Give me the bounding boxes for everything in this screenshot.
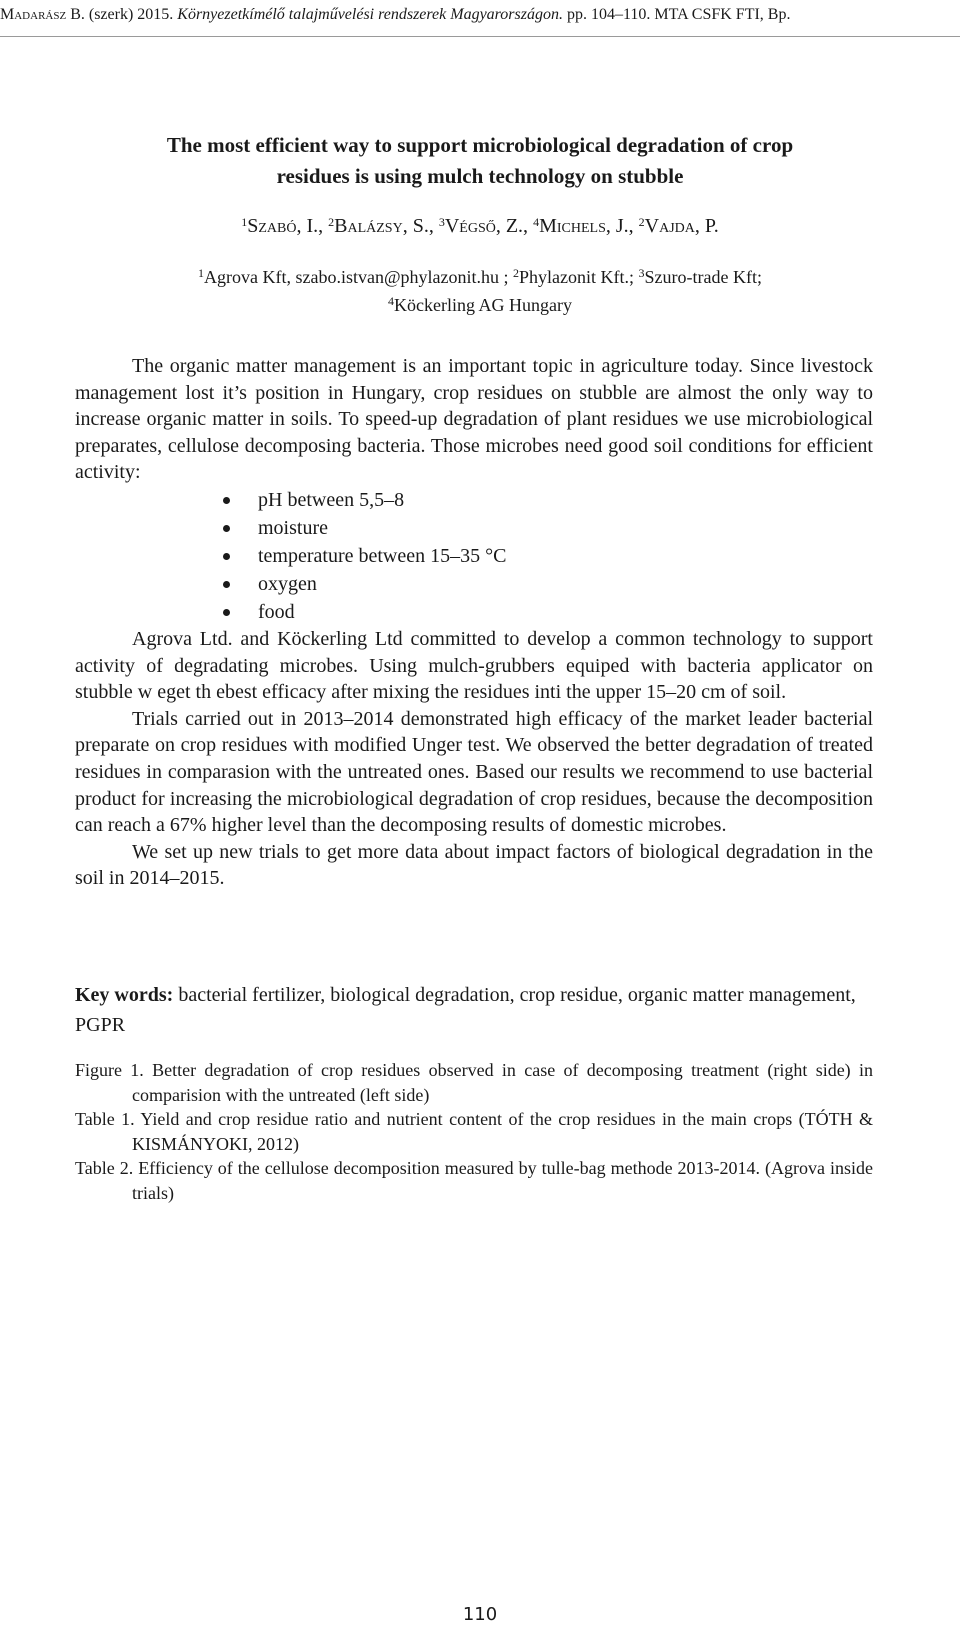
caption-list xyxy=(75,1058,873,1205)
abstract-body xyxy=(75,353,873,892)
header-book-title: Környezetkímélő talajművelési rendszerek Magyarországon. xyxy=(177,6,563,23)
list-item: oxygen xyxy=(223,570,873,598)
title-line-1: The most efficient way to support microbiological degradation of crop xyxy=(166,133,794,157)
author-1: $^1$Szabó, I., xyxy=(241,215,329,237)
title-line-2: residues is using mulch technology on stubble xyxy=(276,164,684,188)
affiliation-line-2: $^4$Köckerling AG Hungary xyxy=(388,294,572,315)
keywords-text: bacterial fertilizer, biological degradation, crop residue, organic matter management, PGPR xyxy=(75,984,856,1036)
author-4: $^4$Michels, J., xyxy=(533,215,639,237)
affiliation-line-1: $^1$Agrova Kft, szabo.istvan@phylazonit.hu ; $^2$Phylazonit Kft.; $^3$Szuro-trade Kft; xyxy=(198,266,762,287)
running-header xyxy=(0,0,960,37)
bullet-icon xyxy=(223,609,230,616)
conditions-list xyxy=(75,486,873,626)
new-trials-paragraph: We set up new trials to get more data about impact factors of biological degradation in the soil in 2014–2015. xyxy=(75,840,873,890)
keywords xyxy=(75,980,873,1040)
bullet-icon xyxy=(223,581,230,588)
header-year: B. (szerk) 2015. xyxy=(66,6,178,23)
list-item: temperature between 15–35 °C xyxy=(223,542,873,570)
paper-title xyxy=(60,130,900,192)
list-item: pH between 5,5–8 xyxy=(223,486,873,514)
affiliations xyxy=(60,263,900,319)
list-item: moisture xyxy=(223,514,873,542)
intro-paragraph: The organic matter management is an important topic in agriculture today. Since livestock management lost it’s position in Hungary, crop residues on stubble are almost the only way to increase organic matter in soils. To speed-up degradation of plant residues we use microbiological preparates, cellulose decomposing bacteria. Those microbes need good soil conditions for efficient activity: xyxy=(75,355,873,484)
table-1-caption: Table 1. Yield and crop residue ratio and nutrient content of the crop residues in the main crops (TÓTH & KISMÁNYOKI, 2012) xyxy=(75,1109,873,1154)
header-pages: pp. 104–110. MTA CSFK FTI, Bp. xyxy=(562,6,791,23)
author-5: $^2$Vajda, P. xyxy=(638,215,719,237)
bullet-icon xyxy=(223,553,230,560)
page-number: 110 xyxy=(462,1604,498,1625)
table-2-caption: Table 2. Efficiency of the cellulose decomposition measured by tulle-bag methode 2013-2014. (Agrova inside trials) xyxy=(75,1158,873,1203)
keywords-label: Key words: xyxy=(75,984,174,1006)
trials-paragraph: Trials carried out in 2013–2014 demonstrated high efficacy of the market leader bacterial preparate on crop residues with modified Unger test. We observed the better degradation of treated residues in comparasion with the untreated ones. Based our results we recommend to use bacterial product for increasing the microbiological degradation of crop residues, because the decomposition can reach a 67% higher level than the decomposing results of domestic microbes. xyxy=(75,707,873,837)
list-item: food xyxy=(223,598,873,626)
technology-paragraph: Agrova Ltd. and Köckerling Ltd committed to develop a common technology to support activity of degradating microbes. Using mulch-grubbers equiped with bacteria applicator on stubble w eget th ebest efficacy after mixing the residues inti the upper 15–20 cm of soil. xyxy=(75,627,873,704)
author-list xyxy=(40,212,920,240)
header-editor: Madarász xyxy=(0,6,67,23)
bullet-icon xyxy=(223,525,230,532)
author-3: $^3$Végső, Z., xyxy=(438,215,534,237)
bullet-icon xyxy=(223,497,230,504)
figure-1-caption: Figure 1. Better degradation of crop residues observed in case of decomposing treatment (right side) in comparision with the untreated (left side) xyxy=(75,1060,873,1105)
author-2: $^2$Balázsy, S., xyxy=(328,215,439,237)
